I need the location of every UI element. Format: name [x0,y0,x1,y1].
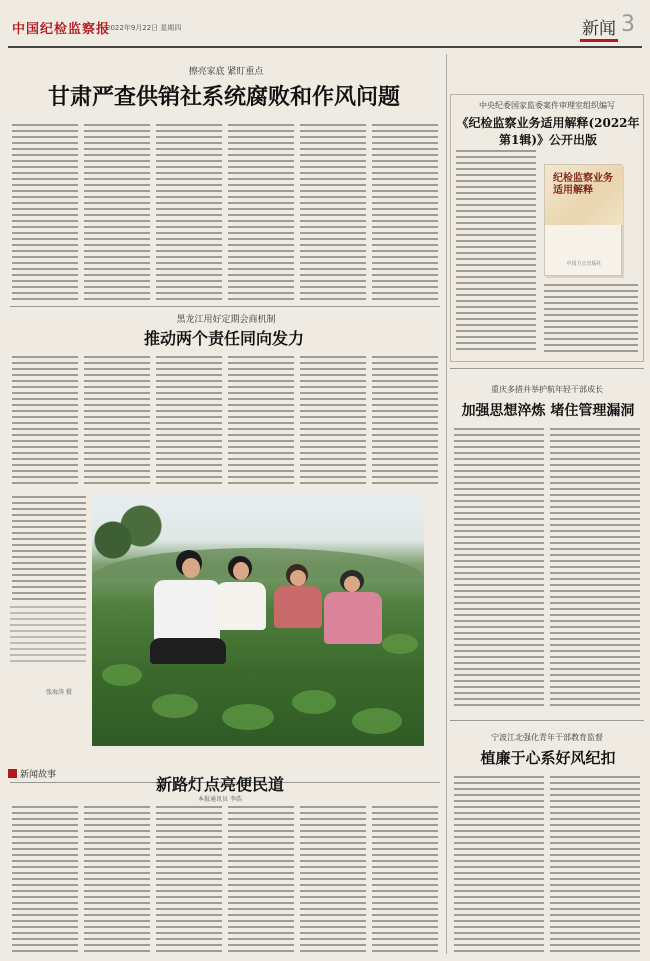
article1-col-3 [156,124,222,304]
article1-kicker: 擦亮家底 紧盯重点 [188,67,264,77]
right-panel-col-2 [544,284,638,352]
article3-headline: 加强思想淬炼 堵住管理漏洞 [461,403,635,419]
article5-col-4 [228,806,294,952]
article1-col-6 [372,124,438,304]
news-story-text: 新闻故事 [20,770,57,780]
article1-col-4 [228,124,294,304]
newspaper-logo: 中国纪检监察报 [12,22,111,37]
section-title: 新闻 [580,14,618,42]
book-cover [544,164,622,276]
article4-headline: 植廉于心系好风纪扣 [480,749,616,767]
article3-col-1 [454,428,544,710]
article2-col-3 [156,356,222,486]
article3-col-2 [550,428,640,710]
article2-col-4 [228,356,294,486]
photo-caption [10,606,86,666]
article5-headline: 新路灯点亮便民道 [155,775,284,794]
article4-col-2 [550,776,640,952]
article1-headline: 甘肃严查供销社系统腐败和作风问题 [47,84,400,110]
article4-col-1 [454,776,544,952]
divider [10,306,440,307]
article5-col-2 [84,806,150,952]
article5-col-1 [12,806,78,952]
issue-date: 2022年9月22日 星期四 [106,24,182,32]
book-cover-publisher: 中国方正出版社 [566,261,602,267]
article1-col-2 [84,124,150,304]
photo-leaf [382,634,418,654]
photo-leaf [102,664,142,686]
article3-kicker: 重庆多措并举护航年轻干部成长 [491,385,603,394]
article5-col-3 [156,806,222,952]
column-divider [446,54,447,954]
article2-headline: 推动两个责任同向发力 [143,329,304,348]
article4-kicker: 宁波江北强化青年干部教育监督 [491,733,603,742]
masthead [8,8,642,48]
news-story-label [8,767,88,781]
news-photo [92,494,424,746]
photo-leaf [292,690,336,714]
article5-byline: 本报通讯员 李浩 [198,796,242,803]
photo-leaf [222,704,274,730]
article2-col-6 [372,356,438,486]
photo-leaf [152,694,198,718]
photo-leaf [352,708,402,734]
article2-col-1 [12,356,78,486]
article2-continuation [12,496,86,600]
right-panel-kicker: 中央纪委国家监委案件审理室组织编写 [479,101,615,110]
photo-credit: 张海涛 摄 [46,689,72,696]
section-marker-icon [8,769,17,778]
right-panel-col-1 [456,150,536,290]
article2-kicker: 黑龙江用好定期会商机制 [176,315,276,325]
divider [450,368,644,369]
right-panel-headline: 《纪检监察业务适用解释(2022年第1辑)》公开出版 [456,116,640,147]
article2-col-2 [84,356,150,486]
divider [450,720,644,721]
article5-col-6 [372,806,438,952]
right-panel-col-3 [456,294,536,352]
article1-col-5 [300,124,366,304]
book-cover-title: 纪检监察业务适用解释 [553,173,613,196]
article5-col-5 [300,806,366,952]
article2-col-5 [300,356,366,486]
page-number: 3 [621,12,635,37]
article1-col-1 [12,124,78,304]
